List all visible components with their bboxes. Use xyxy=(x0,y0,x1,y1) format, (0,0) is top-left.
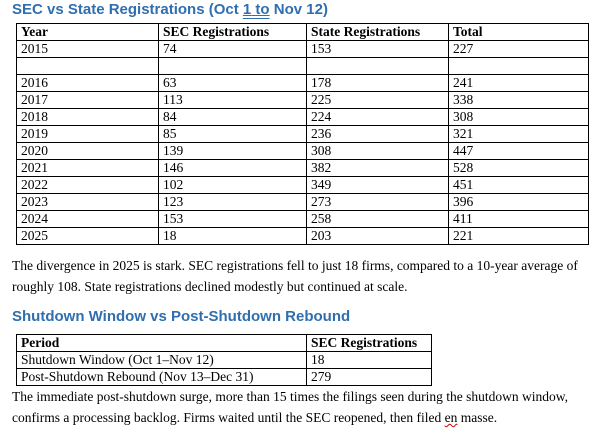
table-cell: 113 xyxy=(159,92,307,109)
table-cell: 224 xyxy=(307,109,449,126)
table-cell: 349 xyxy=(307,177,449,194)
table-cell: 279 xyxy=(307,369,432,386)
divergence-paragraph: The divergence in 2025 is stark. SEC registrations fell to just 18 firms, compared to a 10-year average of roughly 108. State registrations declined modestly but continued at scale. xyxy=(12,258,578,294)
table-cell: 63 xyxy=(159,75,307,92)
table-cell: 153 xyxy=(159,211,307,228)
table-cell: 447 xyxy=(449,143,589,160)
table-row xyxy=(17,194,589,211)
table-cell: 18 xyxy=(159,228,307,245)
table-cell: 18 xyxy=(307,352,432,369)
table-cell: 203 xyxy=(307,228,449,245)
table-cell: 2018 xyxy=(17,109,159,126)
table-cell: 2017 xyxy=(17,92,159,109)
table-cell: 2025 xyxy=(17,228,159,245)
table-cell: 221 xyxy=(449,228,589,245)
header-sec-registrations: SEC Registrations xyxy=(307,335,432,352)
heading-suffix: Nov 12) xyxy=(269,1,328,18)
table-cell: 382 xyxy=(307,160,449,177)
table-cell: 241 xyxy=(449,75,589,92)
spelling-flag: en xyxy=(444,410,458,425)
table-header-row xyxy=(17,24,589,41)
shutdown-table xyxy=(16,334,432,386)
table-cell: 178 xyxy=(307,75,449,92)
table-cell: Shutdown Window (Oct 1–Nov 12) xyxy=(17,352,307,369)
header-period: Period xyxy=(17,335,307,352)
heading-sec-vs-state xyxy=(12,1,328,18)
heading-start-day: 1 xyxy=(242,1,252,18)
registrations-table xyxy=(16,23,589,245)
table-cell: 258 xyxy=(307,211,449,228)
table-cell xyxy=(449,58,589,75)
table-cell: 225 xyxy=(307,92,449,109)
heading-prefix: SEC vs State Registrations (Oct xyxy=(12,1,243,18)
table-cell: 338 xyxy=(449,92,589,109)
table-cell: 2021 xyxy=(17,160,159,177)
table-cell: 2015 xyxy=(17,41,159,58)
table-row xyxy=(17,160,589,177)
table-cell: 139 xyxy=(159,143,307,160)
backlog-text-end: masse. xyxy=(457,410,498,425)
table-cell: 2016 xyxy=(17,75,159,92)
table-cell: 308 xyxy=(307,143,449,160)
backlog-text: The immediate post-shutdown surge, more than 15 times the filings seen during the shutdown window, confirms a processing backlog. Firms waited until the SEC reopened, then filed xyxy=(12,389,569,425)
table-cell: 2022 xyxy=(17,177,159,194)
table-cell: 102 xyxy=(159,177,307,194)
table-row xyxy=(17,41,589,58)
table-cell: 236 xyxy=(307,126,449,143)
table-cell: 84 xyxy=(159,109,307,126)
table-cell: 227 xyxy=(449,41,589,58)
table-row xyxy=(17,126,589,143)
table-cell xyxy=(17,58,159,75)
table-cell: 2023 xyxy=(17,194,159,211)
table-header-row xyxy=(17,335,432,352)
table-row xyxy=(17,369,432,386)
table-cell: 2019 xyxy=(17,126,159,143)
table-row xyxy=(17,92,589,109)
table-cell: 308 xyxy=(449,109,589,126)
table-row xyxy=(17,211,589,228)
heading-to-word: to xyxy=(255,1,270,18)
table-cell: 2020 xyxy=(17,143,159,160)
table-row xyxy=(17,177,589,194)
table-row xyxy=(17,143,589,160)
table-cell: 396 xyxy=(449,194,589,211)
table-cell: 273 xyxy=(307,194,449,211)
header-state: State Registrations xyxy=(307,24,449,41)
table-cell xyxy=(159,58,307,75)
header-sec: SEC Registrations xyxy=(159,24,307,41)
table-row xyxy=(17,228,589,245)
table-row xyxy=(17,58,589,75)
header-total: Total xyxy=(449,24,589,41)
table-cell xyxy=(307,58,449,75)
table-cell: Post-Shutdown Rebound (Nov 13–Dec 31) xyxy=(17,369,307,386)
table-cell: 451 xyxy=(449,177,589,194)
table-cell: 74 xyxy=(159,41,307,58)
table-cell: 321 xyxy=(449,126,589,143)
registrations-table-body xyxy=(17,41,589,245)
heading-shutdown-window: Shutdown Window vs Post-Shutdown Rebound xyxy=(12,308,351,325)
table-cell: 411 xyxy=(449,211,589,228)
table-cell: 146 xyxy=(159,160,307,177)
header-year: Year xyxy=(17,24,159,41)
table-cell: 2024 xyxy=(17,211,159,228)
table-row xyxy=(17,75,589,92)
table-row xyxy=(17,109,589,126)
table-cell: 123 xyxy=(159,194,307,211)
backlog-paragraph xyxy=(12,386,592,428)
table-cell: 528 xyxy=(449,160,589,177)
shutdown-table-body xyxy=(17,352,432,386)
table-row xyxy=(17,352,432,369)
table-cell: 85 xyxy=(159,126,307,143)
table-cell: 153 xyxy=(307,41,449,58)
